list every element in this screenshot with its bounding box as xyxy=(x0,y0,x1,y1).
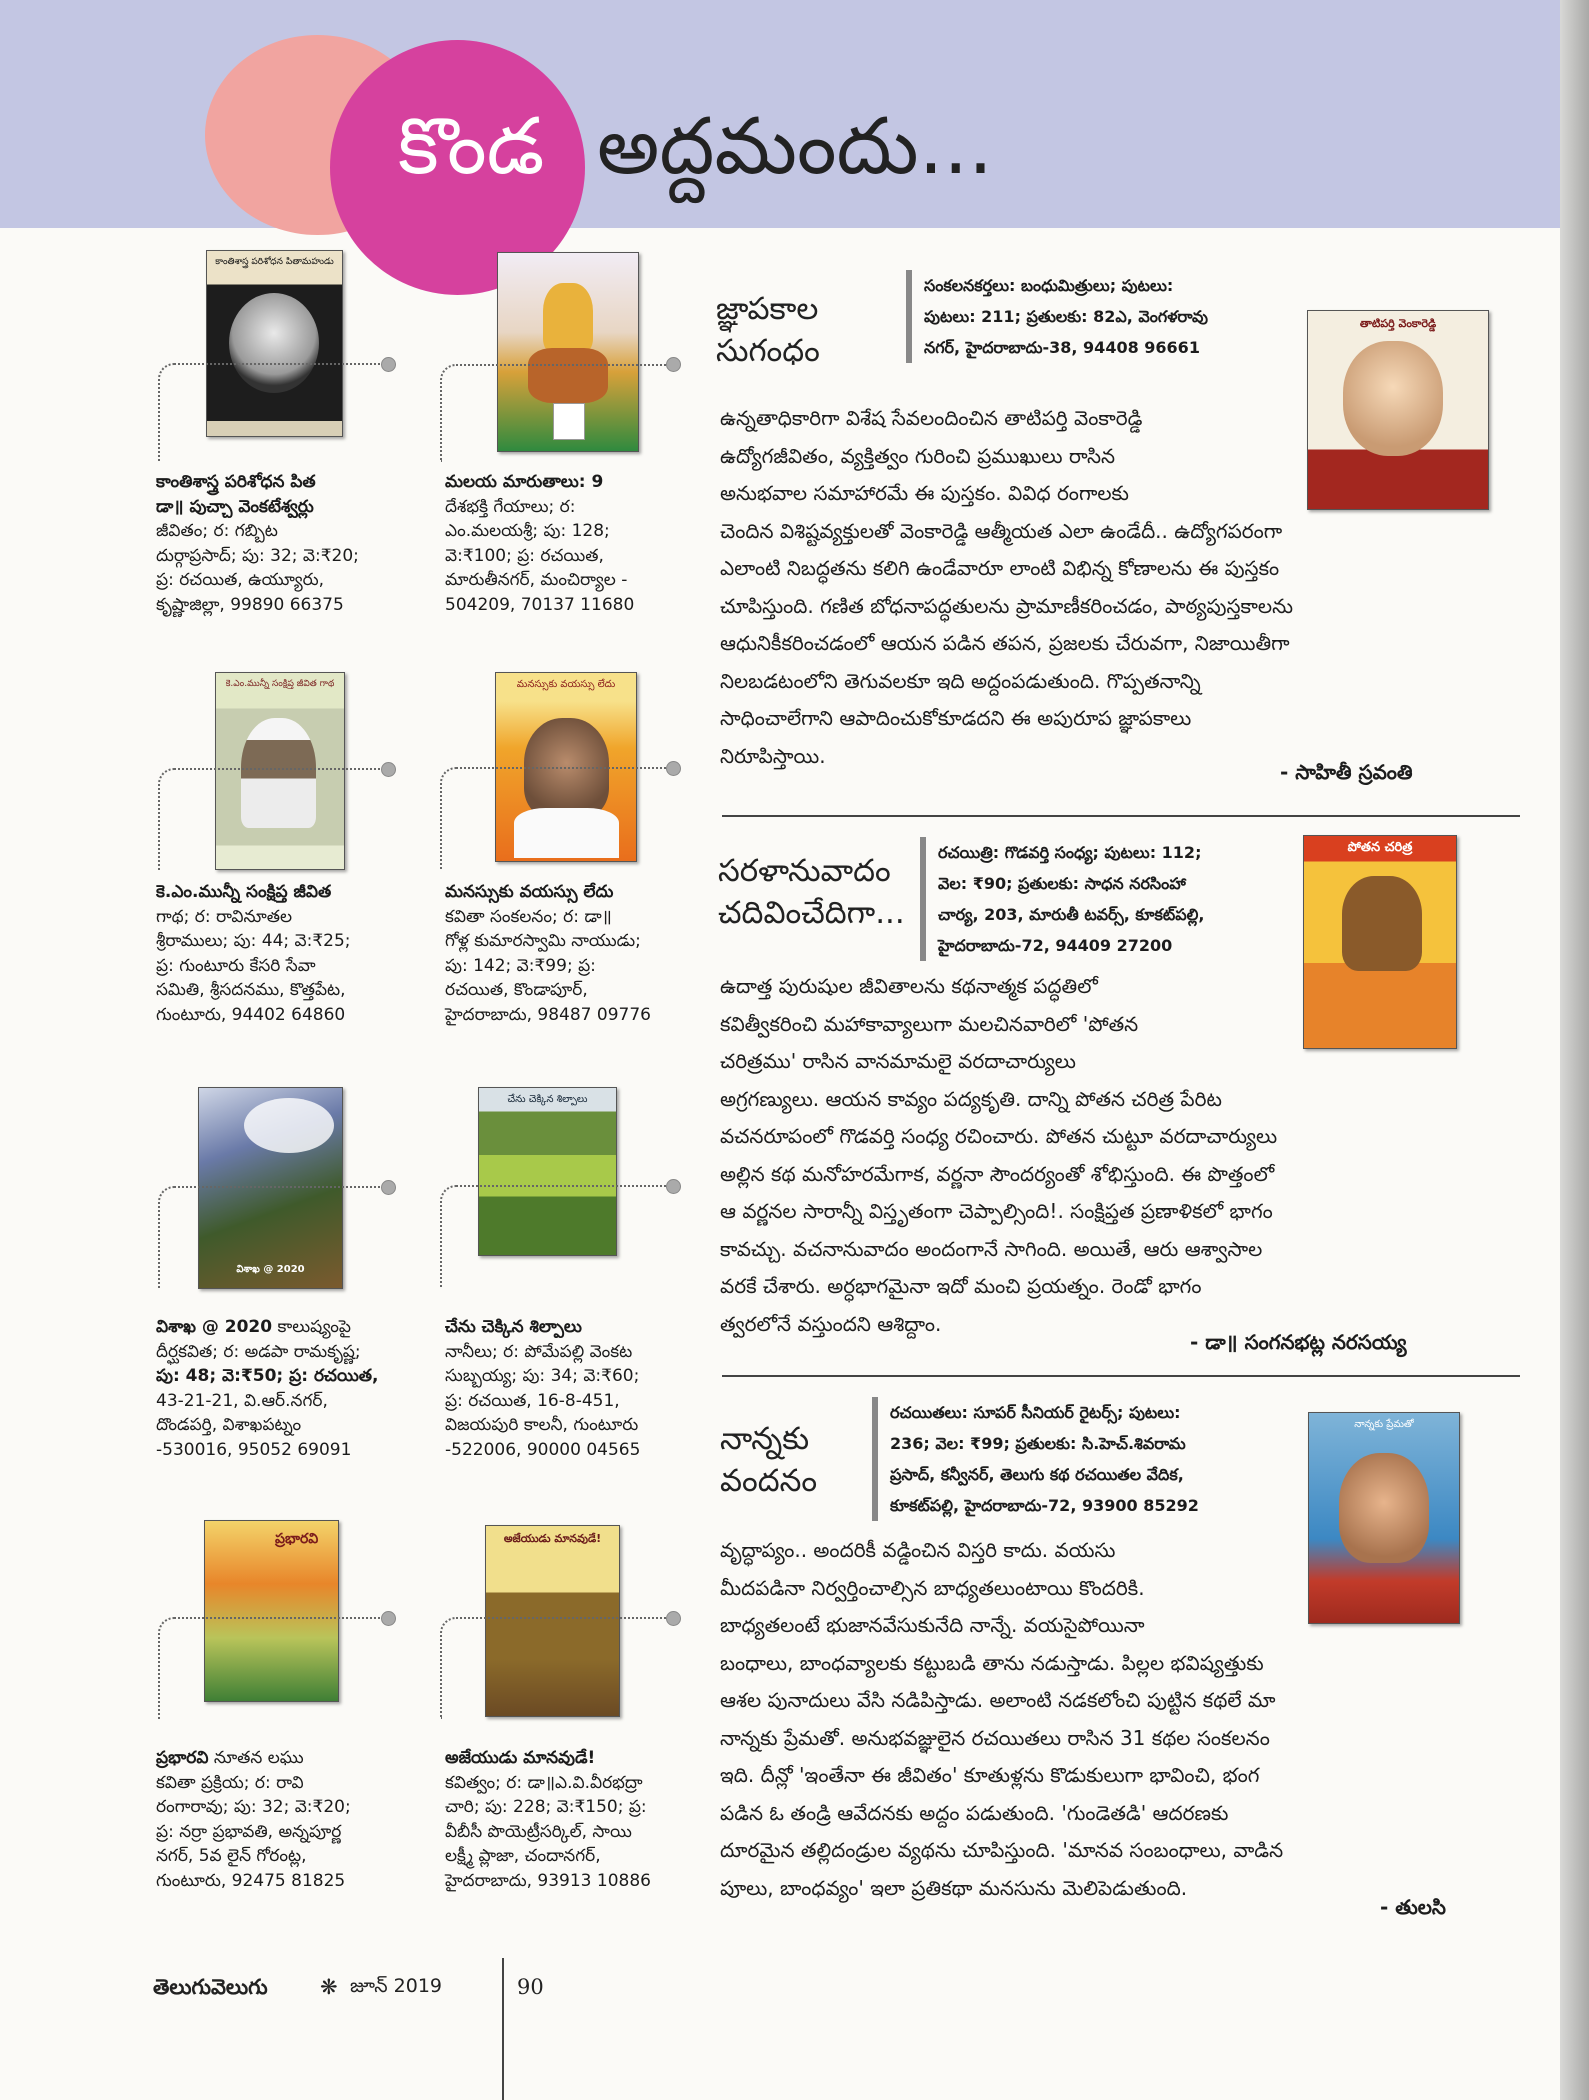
book-3-title: కె.ఎం.మున్నీ సంక్షిప్త జీవిత xyxy=(156,882,332,902)
footer-divider xyxy=(502,1958,504,2100)
review-2-body-line5: వచనరూపంలో గొడవర్తి సంధ్య రచించారు. పోతన చుట్టూ వరదాచార్యులు xyxy=(720,1124,1278,1148)
review-3-info-line1: రచయితలు: సూపర్ సీనియర్ రైటర్స్; పుటలు: xyxy=(890,1403,1181,1422)
connector-3 xyxy=(158,768,386,870)
review-1-body-line5: ఎలాంటి నిబద్ధతను కలిగి ఉండేవారూ లాంటి విభిన్న కోణాలను ఈ పుస్తకం xyxy=(720,556,1280,580)
book-6-line2: సుబ్బయ్య; పు: 34; వె:₹60; xyxy=(445,1366,640,1387)
review-3-body-line1: వృద్ధాప్యం.. అందరికీ వడ్డించిన విస్తరి కాదు. వయసు xyxy=(720,1538,1116,1562)
book-8-line1: కవిత్వం; ర: డా॥ఎ.వి.వీరభద్రా xyxy=(445,1772,643,1793)
connector-1 xyxy=(158,363,386,461)
title-part1: కొండ xyxy=(398,102,545,192)
book-2-line4: మారుతీనగర్, మంచిర్యాల - xyxy=(445,570,628,591)
book-cover-4-title: మనస్సుకు వయస్సు లేదు xyxy=(516,679,616,690)
connector-dot-1 xyxy=(381,357,396,372)
connector-dot-7 xyxy=(381,1611,396,1626)
review-2-signature: - డా॥ సంగనభట్ల నరసయ్య xyxy=(1190,1330,1407,1354)
review-3-info-line3: ప్రసాద్, కన్వీనర్, తెలుగు కథ రచయితల వేదిక, xyxy=(890,1465,1184,1484)
review-2-body-line9: వరకే చేశారు. అర్ధభాగమైనా ఇదో మంచి ప్రయత్నం. రెండో భాగం xyxy=(720,1274,1202,1298)
book-1-line5: కృష్ణాజిల్లా, 99890 66375 xyxy=(156,594,344,615)
review-1-body-line1: ఉన్నతాధికారిగా విశేష సేవలందించిన తాటిపర్తి వెంకారెడ్డి xyxy=(720,406,1143,430)
title-part2: అద్దమందు... xyxy=(597,102,993,192)
book-1-title: కాంతిశాస్త్ర పరిశోధన పిత xyxy=(156,472,316,492)
book-cover-1-title: కాంతిశాస్త్ర పరిశోధన పితామహుడు xyxy=(215,257,334,267)
book-7-line3: రంగారావు; పు: 32; వె:₹20; xyxy=(156,1797,351,1818)
review-3-info-line4: కూకట్‌పల్లి, హైదరాబాదు-72, 93900 85292 xyxy=(890,1496,1199,1515)
book-entry-6 xyxy=(445,1315,715,1463)
book-6-line3: ప్ర: రచయిత, 16-8-451, xyxy=(445,1390,620,1411)
book-entry-4 xyxy=(445,880,715,1028)
page-number: 90 xyxy=(517,1975,544,1999)
book-3-line3: ప్ర: గుంటూరు కేసరి సేవా xyxy=(156,955,316,976)
review-1-info-line2: పుటలు: 211; ప్రతులకు: 82ఎ, వెంగళరావు xyxy=(924,307,1208,326)
review-2-body-line10: త్వరలోనే వస్తుందని ఆశిద్దాం. xyxy=(720,1311,942,1336)
book-8-line3: వీబీసీ పొయెట్రీసర్కిల్, సాయి xyxy=(445,1821,632,1842)
connector-2 xyxy=(440,364,673,462)
book-4-line3: పు: 142; వె:₹99; ప్ర: xyxy=(445,955,596,976)
footer-magazine-name: తెలుగువెలుగు xyxy=(153,1975,268,1999)
review-3-body xyxy=(720,1532,1490,1907)
book-7-line4: ప్ర: నర్రా ప్రభావతి, అన్నపూర్ణ xyxy=(156,1821,342,1842)
review-3-body-line4: బంధాలు, బాంధవ్యాలకు కట్టుబడి తాను నడుస్తాడు. పిల్లల భవిష్యత్తుకు xyxy=(720,1650,1264,1675)
connector-dot-8 xyxy=(666,1611,681,1626)
review-3-body-line5: ఆశల పునాదులు వేసి నడిపిస్తాడు. అలాంటి నడకలోంచి పుట్టిన కథలే మా xyxy=(720,1688,1276,1712)
footer-separator-icon: ❋ xyxy=(320,1975,338,1999)
book-2-line5: 504209, 70137 11680 xyxy=(445,594,635,615)
review-2-cover-title: పోతన చరిత్ర xyxy=(1347,840,1413,855)
book-2-line1: దేశభక్తి గేయాలు; ర: xyxy=(445,496,576,517)
connector-4 xyxy=(440,767,673,870)
review-3-body-line9: దూరమైన తల్లిదండ్రుల వ్యథను చూపిస్తుంది. 'మానవ సంబంధాలు, వాడిన xyxy=(720,1838,1284,1862)
review-3-heading-line1: నాన్నకు xyxy=(720,1421,810,1457)
review-2-info-line3: చార్య, 203, మారుతీ టవర్స్, కూకట్‌పల్లి, xyxy=(938,905,1205,924)
review-2-body-line6: అల్లిన కథ మనోహరమేగాక, వర్ణనా సౌందర్యంతో శోభిస్తుంది. ఈ పొత్తంలో xyxy=(720,1161,1275,1186)
connector-8 xyxy=(440,1617,673,1719)
book-entry-2 xyxy=(445,470,685,618)
review-3-body-line2: మీదపడినా నిర్వర్తించాల్సిన బాధ్యతలుంటాయి కొందరికి. xyxy=(720,1575,1145,1600)
review-1-info xyxy=(906,270,1304,363)
review-3-signature: - తులసి xyxy=(1380,1895,1446,1919)
book-4-line2: గోళ్ల కుమారస్వామి నాయుడు; xyxy=(445,931,641,952)
review-3-info xyxy=(872,1397,1315,1521)
book-5-line3: పు: 48; వె:₹50; ప్ర: రచయిత, xyxy=(156,1366,379,1387)
connector-6 xyxy=(440,1185,673,1288)
review-3-heading-line2: వందనం xyxy=(720,1463,818,1499)
book-6-line5: -522006, 90000 04565 xyxy=(445,1439,641,1460)
book-5-line4: 43-21-21, వి.ఆర్.నగర్, xyxy=(156,1390,328,1411)
review-2-heading-line1: సరళానువాదం xyxy=(718,853,891,889)
review-1-info-line3: నగర్, హైదరాబాదు-38, 94408 96661 xyxy=(924,338,1200,357)
review-1-heading-line2: సుగంధం xyxy=(716,333,820,369)
connector-7 xyxy=(158,1617,386,1719)
review-2-info-line4: హైదరాబాదు-72, 94409 27200 xyxy=(938,936,1173,955)
review-2-heading xyxy=(718,850,905,934)
review-3-heading xyxy=(720,1418,817,1502)
page-edge xyxy=(1560,0,1589,2100)
review-3-body-line6: నాన్నకు ప్రేమతో. అనుభవజ్ఞులైన రచయితలు రాసిన 31 కథల సంకలనం xyxy=(720,1725,1270,1750)
review-2-body-line4: అగ్రగణ్యులు. ఆయన కావ్యం పద్యకృతి. దాన్ని పోతన చరిత్ర పేరిట xyxy=(720,1086,1222,1111)
book-5-line5: దొండపర్తి, విశాఖపట్నం xyxy=(156,1415,302,1436)
book-1-line2: జీవితం; ర: గబ్బిట xyxy=(156,521,278,542)
book-6-line4: విజయపురి కాలనీ, గుంటూరు xyxy=(445,1415,639,1436)
review-1-body xyxy=(720,400,1495,775)
book-1-line1: డా॥ పుచ్చా వెంకటేశ్వర్లు xyxy=(156,496,314,517)
book-7-title: ప్రభారవి xyxy=(156,1748,209,1768)
book-5-title: విశాఖ @ 2020 xyxy=(156,1317,273,1337)
connector-dot-2 xyxy=(666,357,681,372)
review-1-cover-title: తాటిపర్తి వెంకారెడ్డి xyxy=(1359,317,1437,330)
review-1-signature: - సాహితీ స్రవంతి xyxy=(1280,760,1413,784)
header-banner xyxy=(0,0,1560,228)
book-1-line4: ప్ర: రచయిత, ఉయ్యూరు, xyxy=(156,570,325,591)
review-3-info-line2: 236; వెల: ₹99; ప్రతులకు: సి.హెచ్.శివరామ xyxy=(890,1434,1186,1453)
review-3-body-line7: ఇది. దీన్లో 'ఇంతేనా ఈ జీవితం' కూతుళ్లను కొడుకులుగా భావించి, భంగ xyxy=(720,1763,1260,1787)
review-3-body-line3: బాధ్యతలంటే భుజానవేసుకునేది నాన్నే. వయసైపోయినా xyxy=(720,1613,1145,1637)
book-5-line6: -530016, 95052 69091 xyxy=(156,1439,352,1460)
book-cover-6-title: చేను చెక్కిన శిల్పాలు xyxy=(507,1094,588,1105)
review-1-body-line7: ఆధునికీకరించడంలో ఆయన పడిన తపన, ప్రజలకు చేరువగా, నిజాయితీగా xyxy=(720,631,1290,655)
review-2-info-line1: రచయిత్రి: గొడవర్తి సంధ్య; పుటలు: 112; xyxy=(938,843,1202,862)
book-cover-7-title: ప్రభారవి xyxy=(275,1531,319,1547)
review-2-body-line8: కావచ్చు. వచనానువాదం అందంగానే సాగింది. అయితే, ఆరు ఆశ్వాసాల xyxy=(720,1236,1263,1261)
review-3-body-line8: పడిన ఓ తండ్రి ఆవేదనకు అద్దం పడుతుంది. 'గుండెతడి' ఆదరణకు xyxy=(720,1800,1229,1825)
review-1-body-line8: నిలబడటంలోని తెగువలకూ ఇది అద్దంపడుతుంది. గొప్పతనాన్ని xyxy=(720,668,1201,693)
review-3-cover-title: నాన్నకు ప్రేమతో xyxy=(1354,1419,1414,1430)
book-entry-1 xyxy=(156,470,426,618)
book-6-title: చేను చెక్కిన శిల్పాలు xyxy=(445,1317,582,1337)
book-3-line5: గుంటూరు, 94402 64860 xyxy=(156,1004,346,1025)
review-2-body-line1: ఉదాత్త పురుషుల జీవితాలను కథనాత్మక పద్ధతిలో xyxy=(720,974,1098,998)
book-cover-5-title: విశాఖ @ 2020 xyxy=(236,1264,305,1275)
book-2-line2: ఎం.మలయశ్రీ; పు: 128; xyxy=(445,521,610,542)
divider-2 xyxy=(722,1375,1520,1377)
review-3-body-line10: పూలు, బాంధవ్యం' ఇలా ప్రతికథా మనసును మెలిపెడుతుంది. xyxy=(720,1875,1188,1900)
book-2-title: మలయ మారుతాలు: 9 xyxy=(445,472,604,492)
connector-dot-6 xyxy=(666,1179,681,1194)
book-4-title: మనస్సుకు వయస్సు లేదు xyxy=(445,882,614,902)
book-2-line3: వె:₹100; ప్ర: రచయిత, xyxy=(445,545,604,566)
review-1-body-line3: అనుభవాల సమాహారమే ఈ పుస్తకం. వివిధ రంగాలకు xyxy=(720,481,1129,505)
book-3-line2: శ్రీరాములు; పు: 44; వె:₹25; xyxy=(156,931,351,952)
review-1-body-line4: చెందిన విశిష్టవ్యక్తులతో వెంకారెడ్డి ఆత్మీయత ఎలా ఉండేదీ.. ఉద్యోగపరంగా xyxy=(720,518,1283,543)
review-2-heading-line2: చదివించేదిగా... xyxy=(718,895,905,931)
book-7-line5: నగర్, 5వ లైన్ గోరంట్ల, xyxy=(156,1846,307,1867)
review-2-body xyxy=(720,968,1480,1343)
book-5-line2: దీర్ఘకవిత; ర: అడపా రామకృష్ణ; xyxy=(156,1341,361,1362)
book-8-title: అజేయుడు మానవుడే! xyxy=(445,1748,596,1768)
book-4-line4: రచయిత, కొండాపూర్, xyxy=(445,980,588,1001)
book-4-line1: కవితా సంకలనం; ర: డా॥ xyxy=(445,906,612,927)
book-cover-8-title: అజేయుడు మానవుడే! xyxy=(503,1532,602,1545)
review-2-info-line2: వెల: ₹90; ప్రతులకు: సాధన నరసింహా xyxy=(938,874,1186,893)
connector-dot-5 xyxy=(381,1180,396,1195)
footer-date: జూన్ 2019 xyxy=(350,1975,443,1997)
book-entry-7 xyxy=(156,1746,446,1894)
review-1-info-line1: సంకలనకర్తలు: బంధుమిత్రులు; పుటలు: xyxy=(924,276,1174,295)
connector-dot-3 xyxy=(381,762,396,777)
review-1-body-line2: ఉద్యోగజీవితం, వ్యక్తిత్వం గురించి ప్రముఖులు రాసిన xyxy=(720,443,1116,468)
book-cover-3-title: కె.ఎం.మున్నీ సంక్షిప్త జీవిత గాథ xyxy=(225,679,335,689)
review-2-info xyxy=(920,837,1308,961)
divider-1 xyxy=(722,815,1520,817)
book-entry-5 xyxy=(156,1315,446,1463)
book-8-line4: లక్ష్మీ ప్లాజా, చందానగర్, xyxy=(445,1846,601,1867)
review-1-body-line9: సాధించాలేగాని ఆపాదించుకోకూడదని ఈ అపురూప జ్ఞాపకాలు xyxy=(720,706,1192,730)
review-2-body-line3: చరిత్రము' రాసిన వానమామలై వరదాచార్యులు xyxy=(720,1049,1076,1073)
book-entry-8 xyxy=(445,1746,715,1894)
book-4-line5: హైదరాబాదు, 98487 09776 xyxy=(445,1004,651,1025)
book-7-line1: నూతన లఘు xyxy=(213,1748,304,1768)
review-1-body-line6: చూపిస్తుంది. గణిత బోధనాపద్ధతులను ప్రామాణీకరించడం, పాఠ్యపుస్తకాలను xyxy=(720,593,1294,618)
review-2-body-line7: ఆ వర్ణనల సారాన్నీ విస్తృతంగా చెప్పాల్సింది!. సంక్షిప్తత ప్రణాళికలో భాగం xyxy=(720,1199,1273,1223)
review-1-body-line10: నిరూపిస్తాయి. xyxy=(720,743,826,768)
book-6-line1: నానీలు; ర: పోమేపల్లి వెంకట xyxy=(445,1341,633,1362)
review-2-body-line2: కవిత్వీకరించి మహాకావ్యాలుగా మలచినవారిలో 'పోతన xyxy=(720,1011,1139,1036)
book-3-line4: సమితి, శ్రీసదనము, కొత్తపేట, xyxy=(156,980,346,1001)
review-1-heading xyxy=(716,288,820,372)
book-7-line6: గుంటూరు, 92475 81825 xyxy=(156,1870,346,1891)
book-8-line2: చారి; పు: 228; వె:₹150; ప్ర: xyxy=(445,1797,647,1818)
book-3-line1: గాథ; ర: రావినూతల xyxy=(156,906,293,927)
connector-dot-4 xyxy=(666,761,681,776)
book-1-line3: దుర్గాప్రసాద్; పు: 32; వె:₹20; xyxy=(156,545,359,566)
book-8-line5: హైదరాబాదు, 93913 10886 xyxy=(445,1870,651,1891)
connector-5 xyxy=(158,1186,386,1288)
book-7-line2: కవితా ప్రక్రియ; ర: రావి xyxy=(156,1772,304,1793)
book-entry-3 xyxy=(156,880,446,1028)
review-1-heading-line1: జ్ఞాపకాల xyxy=(716,291,819,327)
book-5-line1: కాలుష్యంపై xyxy=(277,1317,351,1337)
